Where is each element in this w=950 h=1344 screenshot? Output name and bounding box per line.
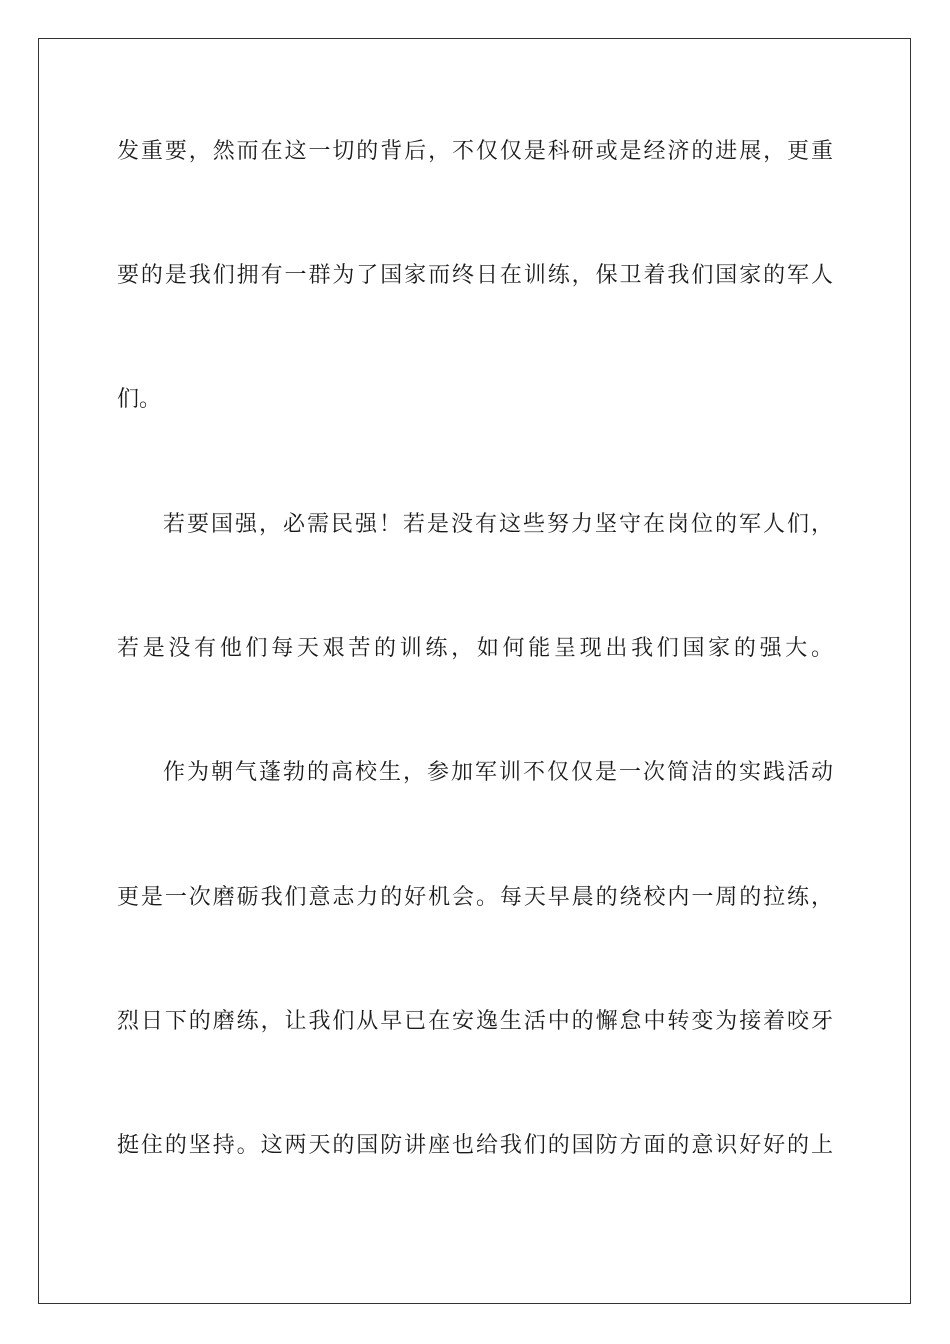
paragraph-line-8: 烈日下的磨练，让我们从早已在安逸生活中的懈怠中转变为接着咬牙 bbox=[117, 1009, 833, 1034]
paragraph-line-6: 作为朝气蓬勃的高校生，参加军训不仅仅是一次简洁的实践活动 bbox=[163, 760, 833, 785]
paragraph-line-2: 要的是我们拥有一群为了国家而终日在训练，保卫着我们国家的军人 bbox=[117, 263, 833, 288]
paragraph-line-7: 更是一次磨砺我们意志力的好机会。每天早晨的绕校内一周的拉练， bbox=[117, 885, 833, 910]
page-border bbox=[38, 38, 911, 1304]
paragraph-line-9: 挺住的坚持。这两天的国防讲座也给我们的国防方面的意识好好的上 bbox=[117, 1133, 833, 1158]
paragraph-line-4: 若要国强，必需民强！若是没有这些努力坚守在岗位的军人们， bbox=[163, 512, 833, 537]
paragraph-line-5: 若是没有他们每天艰苦的训练，如何能呈现出我们国家的强大。 bbox=[117, 636, 833, 661]
paragraph-line-3: 们。 bbox=[117, 387, 162, 412]
paragraph-line-1: 发重要，然而在这一切的背后，不仅仅是科研或是经济的进展，更重 bbox=[117, 139, 833, 164]
